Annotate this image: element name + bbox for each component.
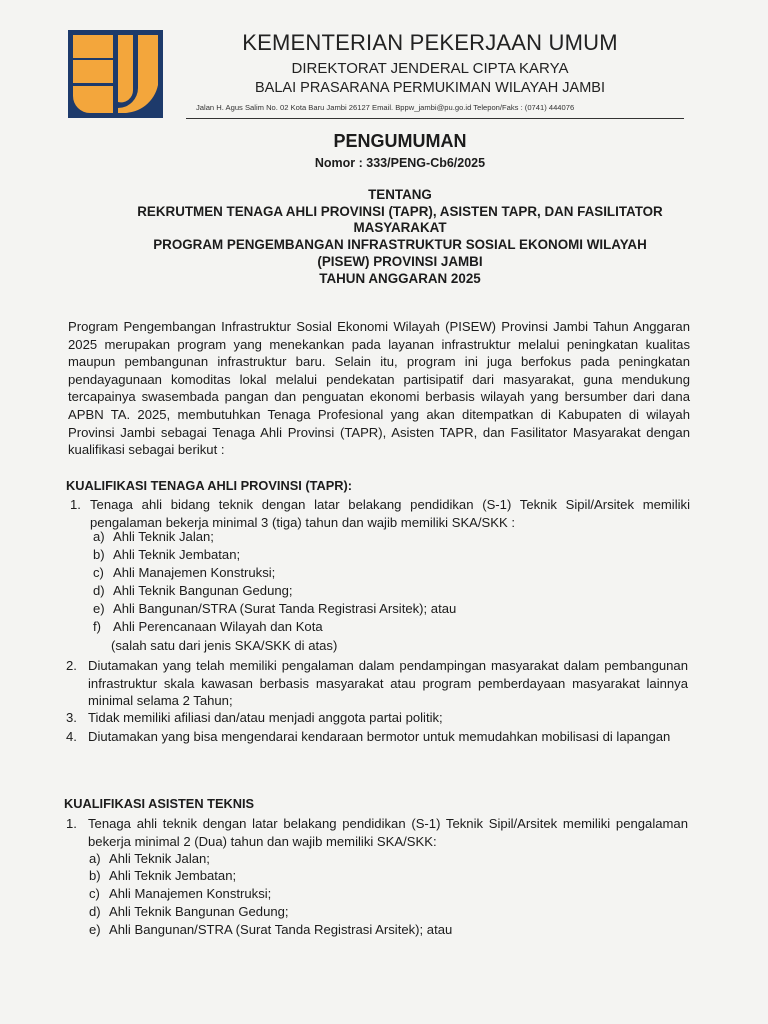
- list-item: [66, 657, 690, 710]
- list-number: 3.: [66, 710, 77, 725]
- subject-line: MASYARAKAT: [353, 220, 447, 235]
- list-number: 1.: [70, 497, 81, 512]
- subject-line: TENTANG: [368, 187, 432, 202]
- subject-line: (PISEW) PROVINSI JAMBI: [317, 254, 483, 269]
- subject-line: PROGRAM PENGEMBANGAN INFRASTRUKTUR SOSIAL EKONOMI WILAYAH: [153, 237, 647, 252]
- list-item: e) Ahli Bangunan/STRA (Surat Tanda Registrasi Arsitek); atau: [93, 601, 457, 616]
- subject-line: TAHUN ANGGARAN 2025: [319, 271, 481, 286]
- list-item: b) Ahli Teknik Jembatan;: [93, 547, 241, 562]
- list-text: Diutamakan yang bisa mengendarai kendaraan bermotor untuk memudahkan mobilisasi di lapangan: [88, 729, 671, 744]
- list-item: b) Ahli Teknik Jembatan;: [89, 868, 237, 883]
- office-address: Jalan H. Agus Salim No. 02 Kota Baru Jambi 26127 Email. Bppw_jambi@pu.go.id Telepon/Faks : (0741) 444076: [196, 103, 575, 112]
- list-item: c) Ahli Manajemen Konstruksi;: [93, 565, 276, 580]
- announcement-number: Nomor : 333/PENG-Cb6/2025: [314, 156, 486, 170]
- intro-paragraph: Program Pengembangan Infrastruktur Sosial Ekonomi Wilayah (PISEW) Provinsi Jambi Tahun Anggaran 2025 merupakan program yang menekankan pada layanan infrastruktur melalui peningkatan kualitas maupun pembangunan infrastruktur baru. Selain itu, program ini juga berfokus pada peningkatan pendayagunaan komoditas lokal melalui pendekatan partisipatif dari masyarakat, guna mendukung tercapainya swasembada pangan dan penguatan ekonomi berbasis wilayah yang bersumber dari dana APBN TA. 2025, membutuhkan Tenaga Profesional yang akan ditempatkan di Kabupaten di wilayah Provinsi Jambi sebagai Tenaga Ahli Provinsi (TAPR), Asisten TAPR, dan Fasilitator Masyarakat dengan kualifikasi sebagai berikut :: [68, 319, 690, 458]
- list-item: c) Ahli Manajemen Konstruksi;: [89, 886, 272, 901]
- list-text: Diutamakan yang telah memiliki pengalaman dalam pendampingan masyarakat dalam pembangunan infrastruktur skala kawasan berbasis masyarakat atau program pemberdayaan masyarakat lainnya minimal selama 2 Tahun;: [88, 658, 688, 708]
- list-item: a) Ahli Teknik Jalan;: [93, 529, 214, 544]
- office-name: BALAI PRASARANA PERMUKIMAN WILAYAH JAMBI: [255, 80, 605, 96]
- ministry-logo-icon: [68, 30, 163, 118]
- list-number: 2.: [66, 658, 77, 673]
- list-item: d) Ahli Teknik Bangunan Gedung;: [89, 904, 289, 919]
- list-text: Tenaga ahli teknik dengan latar belakang pendidikan (S-1) Teknik Sipil/Arsitek memiliki pengalaman bekerja minimal 2 (Dua) tahun dan wajib memiliki SKA/SKK:: [88, 816, 688, 849]
- list-number: 1.: [66, 816, 77, 831]
- list-item: [66, 728, 690, 764]
- list-item: [66, 709, 690, 727]
- list-item: a) Ahli Teknik Jalan;: [89, 851, 210, 866]
- announcement-title: PENGUMUMAN: [333, 131, 467, 151]
- sub-item-note: (salah satu dari jenis SKA/SKK di atas): [111, 638, 338, 653]
- list-item: [66, 815, 690, 851]
- list-item: e) Ahli Bangunan/STRA (Surat Tanda Registrasi Arsitek); atau: [89, 922, 453, 937]
- letterhead-divider: [186, 118, 684, 119]
- list-text: Tenaga ahli bidang teknik dengan latar belakang pendidikan (S-1) Teknik Sipil/Arsitek memiliki pengalaman bekerja minimal 3 (tiga) tahun dan wajib memiliki SKA/SKK :: [90, 497, 690, 530]
- directorate-name: DIREKTORAT JENDERAL CIPTA KARYA: [291, 60, 569, 77]
- list-item: d) Ahli Teknik Bangunan Gedung;: [93, 583, 293, 598]
- subject-line: REKRUTMEN TENAGA AHLI PROVINSI (TAPR), ASISTEN TAPR, DAN FASILITATOR: [137, 204, 663, 219]
- section-heading-tapr: KUALIFIKASI TENAGA AHLI PROVINSI (TAPR):: [66, 478, 353, 493]
- list-number: 4.: [66, 729, 77, 744]
- list-item: f) Ahli Perencanaan Wilayah dan Kota: [93, 619, 323, 634]
- ministry-name: KEMENTERIAN PEKERJAAN UMUM: [242, 30, 618, 55]
- list-text: Tidak memiliki afiliasi dan/atau menjadi anggota partai politik;: [88, 710, 443, 725]
- section-heading-asisten: KUALIFIKASI ASISTEN TEKNIS: [64, 796, 255, 811]
- list-item: [70, 496, 690, 532]
